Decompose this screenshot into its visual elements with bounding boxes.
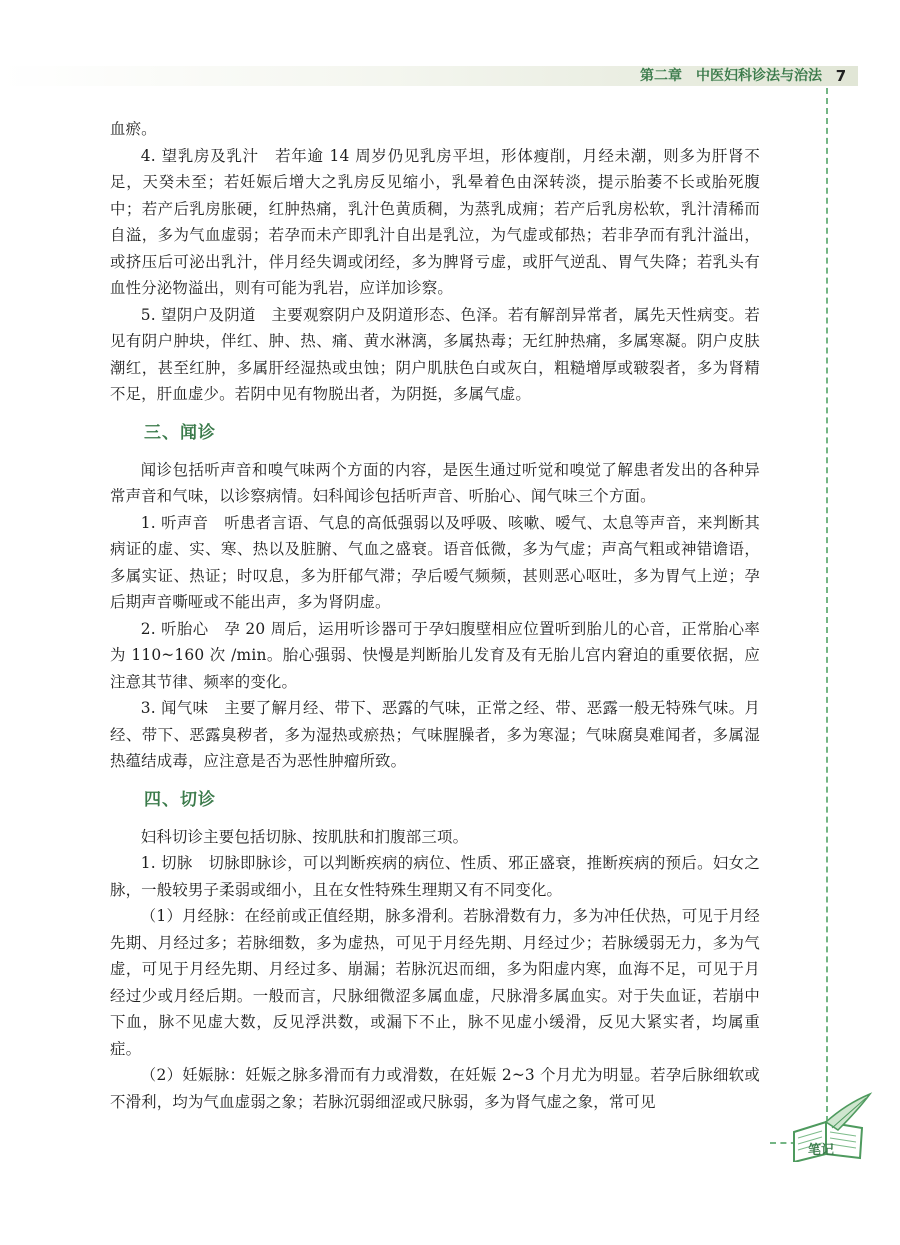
paragraph-vulva-inspection: 5. 望阴户及阴道 主要观察阴户及阴道形态、色泽。若有解剖异常者，属先天性病变。若见有阴户肿块，伴红、肿、热、痛、黄水淋漓，多属热毒；无红肿热痛，多属寒凝。阴户皮肤潮红，甚至红肿，多属肝经湿热或虫蚀；阴户肌肤色白或灰白，粗糙增厚或皲裂者，多为肾精不足，肝血虚少。若阴中见有物脱出者，为阴挺，多属气虚。 <box>110 305 760 403</box>
paragraph-fetal-heart: 2. 听胎心 孕 20 周后，运用听诊器可于孕妇腹壁相应位置听到胎儿的心音，正常胎心率为 110~160 次 /min。胎心强弱、快慢是判断胎儿发育及有无胎儿宫内窘迫的重要依据，应注意其节律、频率的变化。 <box>110 619 760 691</box>
paragraph-smell: 3. 闻气味 主要了解月经、带下、恶露的气味，正常之经、带、恶露一般无特殊气味。月经、带下、恶露臭秽者，多为湿热或瘀热；气味腥臊者，多为寒湿；气味腐臭难闻者，多属湿热蕴结成毒，应注意是否为恶性肿瘤所致。 <box>110 699 760 770</box>
paragraph-breast-inspection: 4. 望乳房及乳汁 若年逾 14 周岁仍见乳房平坦，形体瘦削，月经未潮，则多为肝肾不足，天癸未至；若妊娠后增大之乳房反见缩小，乳晕着色由深转淡，提示胎萎不长或胎死腹中；若产后乳房胀硬，红肿热痛，乳汁色黄质稠，为蒸乳成痈；若产后乳房松软，乳汁清稀而自溢，多为气血虚弱；若孕而未产即乳汁自出是乳泣，为气虚或郁热；若非孕而有乳汁溢出，或挤压后可泌出乳汁，伴月经失调或闭经，多为脾肾亏虚，或肝气逆乱、胃气失降；若乳头有血性分泌物溢出，则有可能为乳岩，应详加诊察。 <box>110 146 760 297</box>
page-content <box>110 116 760 1115</box>
chapter-title: 第二章 中医妇科诊法与治法 <box>640 68 822 84</box>
paragraph-listen-voice: 1. 听声音 听患者言语、气息的高低强弱以及呼吸、咳嗽、嗳气、太息等声音，来判断其病证的虚、实、寒、热以及脏腑、气血之盛衰。语音低微，多为气虚；声高气粗或神错谵语，多属实证、热证；时叹息，多为肝郁气滞；孕后嗳气频频，甚则恶心呕吐，多为胃气上逆；孕后期声音嘶哑或不能出声，多为肾阴虚。 <box>110 513 760 611</box>
margin-dashed-line <box>826 88 828 1142</box>
section-heading-palpation: 四、切诊 <box>144 789 216 810</box>
paragraph-menstrual-pulse: （1）月经脉：在经前或正值经期，脉多滑利。若脉滑数有力，多为冲任伏热，可见于月经先期、月经过多；若脉细数，多为虚热，可见于月经先期、月经过少；若脉缓弱无力，多为气虚，可见于月经先期、月经过多、崩漏；若脉沉迟而细，多为阳虚内寒，血海不足，可见于月经过少或月经后期。一般而言，尺脉细微涩多属血虚，尺脉滑多属血实。对于失血证，若崩中下血，脉不见虚大数，反见浮洪数，或漏下不止，脉不见虚小缓滑，反见大紧实者，均属重症。 <box>110 907 760 1058</box>
paragraph-listening-intro: 闻诊包括听声音和嗅气味两个方面的内容，是医生通过听觉和嗅觉了解患者发出的各种异常声音和气味，以诊察病情。妇科闻诊包括听声音、听胎心、闻气味三个方面。 <box>110 460 760 505</box>
paragraph-continuation: 血瘀。 <box>110 120 157 138</box>
paragraph-pregnancy-pulse: （2）妊娠脉：妊娠之脉多滑而有力或滑数，在妊娠 2~3 个月尤为明显。若孕后脉细软或不滑利，均为气血虚弱之象；若脉沉弱细涩或尺脉弱，多为肾气虚之象，常可见 <box>110 1066 760 1111</box>
corner-note-label: 笔记 <box>808 1143 835 1158</box>
page-number: 7 <box>835 67 847 85</box>
book-with-quill-icon <box>786 1092 876 1162</box>
section-heading-listening-smelling: 三、闻诊 <box>144 422 216 443</box>
paragraph-pulse: 1. 切脉 切脉即脉诊，可以判断疾病的病位、性质、邪正盛衰，推断疾病的预后。妇女之脉，一般较男子柔弱或细小，且在女性特殊生理期又有不同变化。 <box>110 854 760 899</box>
paragraph-palpation-intro: 妇科切诊主要包括切脉、按肌肤和扪腹部三项。 <box>140 827 469 846</box>
